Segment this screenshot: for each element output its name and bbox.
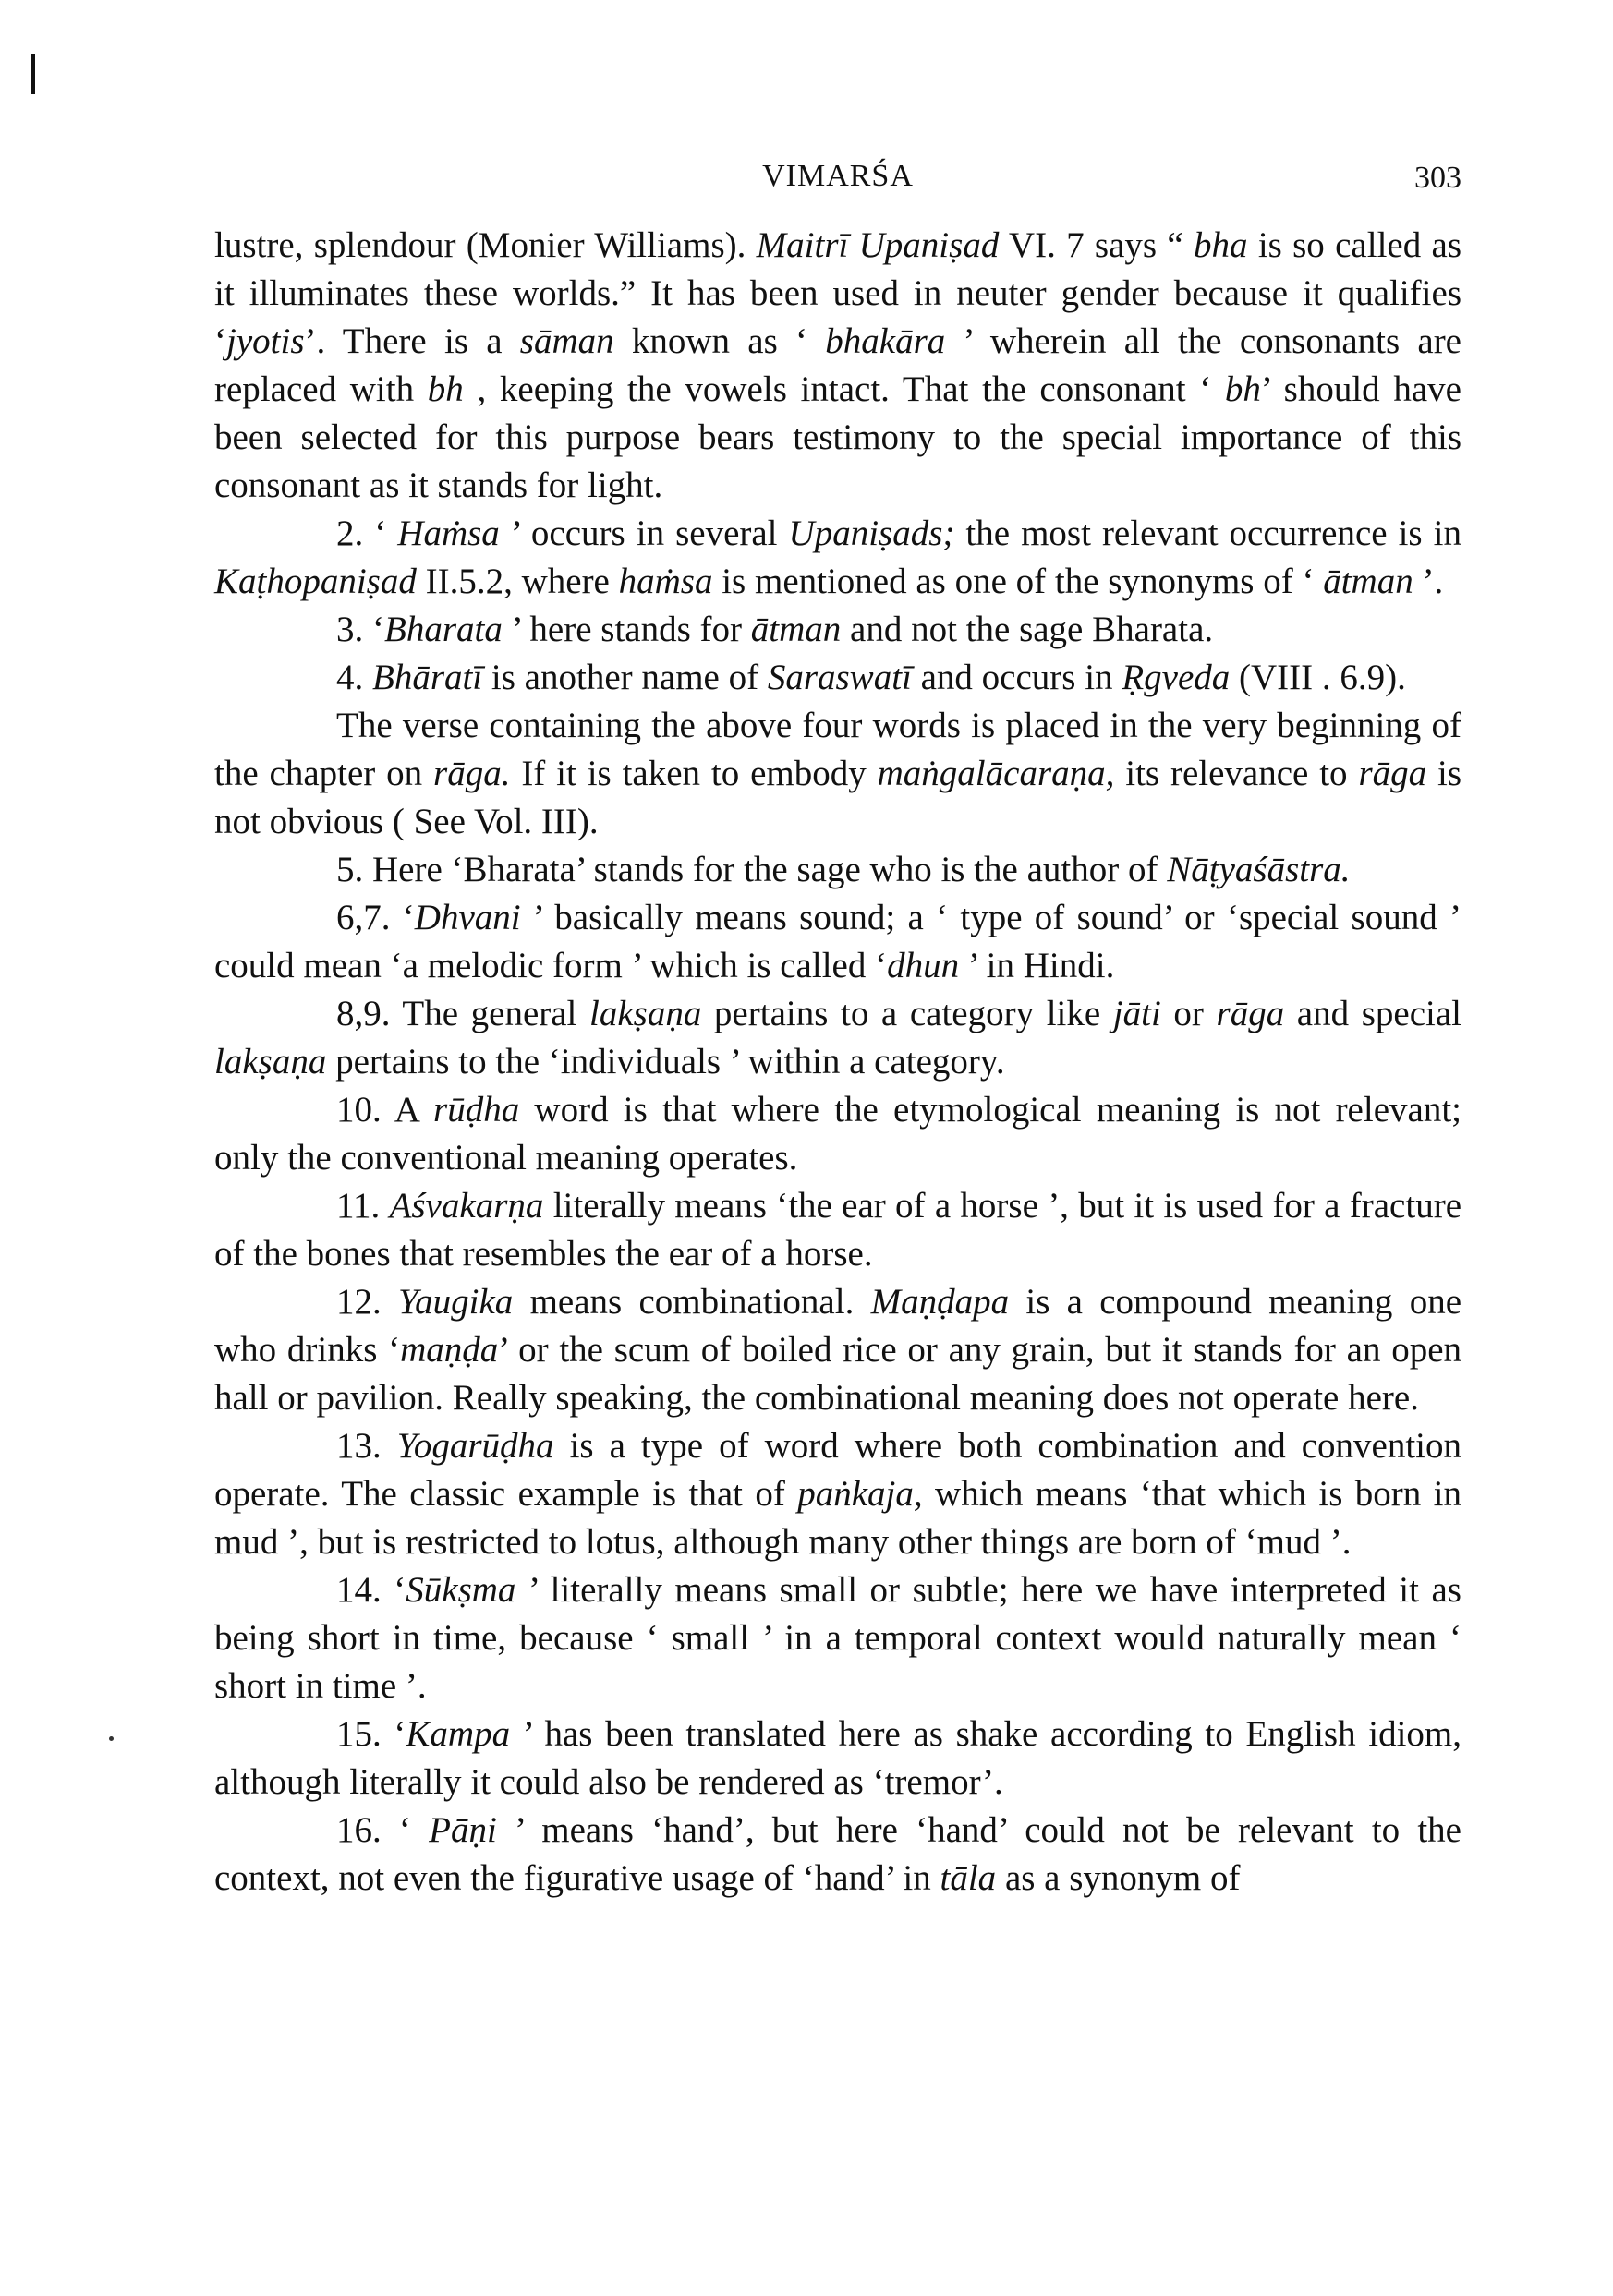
text-run: and not the sage Bharata. bbox=[841, 610, 1214, 649]
italic-term: Aśvakarṇa bbox=[389, 1186, 544, 1226]
italic-term: bhakāra bbox=[825, 321, 946, 361]
note-paragraph-n5 bbox=[214, 846, 1461, 894]
text-run: which means ‘that which is born in mud ’, but is restricted to lotus, although many other things are born of ‘mud ’. bbox=[214, 1474, 1461, 1562]
text-run: 10. A bbox=[336, 1090, 434, 1130]
text-run: ’ basically means sound; a ‘ type of sound’ or ‘special sound ’ could mean ‘a melodic form ’ which is called ‘ bbox=[214, 898, 1461, 985]
text-run: 6,7. ‘ bbox=[336, 898, 415, 937]
italic-term: Kampa bbox=[406, 1714, 511, 1754]
text-run: and occurs in bbox=[911, 658, 1122, 697]
text-run: is another name of bbox=[482, 658, 768, 697]
note-paragraph-n11 bbox=[214, 1182, 1461, 1278]
text-run: lustre, splendour (Monier Williams). bbox=[214, 225, 757, 265]
italic-term: Saraswatī bbox=[767, 658, 912, 697]
text-run: II.5.2, where bbox=[416, 562, 619, 601]
margin-mark bbox=[31, 54, 35, 94]
text-run: ’ occurs in several bbox=[499, 514, 789, 553]
note-text bbox=[214, 222, 1461, 1903]
italic-term: rāga. bbox=[433, 754, 511, 793]
note-paragraph-n10 bbox=[214, 1086, 1461, 1182]
note-paragraph-n3 bbox=[214, 606, 1461, 654]
italic-term: bh bbox=[1224, 369, 1261, 409]
note-paragraph-n2 bbox=[214, 510, 1461, 606]
page-number: 303 bbox=[1414, 161, 1461, 195]
text-run: pertains to the ‘individuals ’ within a category. bbox=[326, 1042, 1005, 1082]
italic-term: ātman bbox=[1323, 562, 1413, 601]
note-paragraph-n13 bbox=[214, 1422, 1461, 1566]
text-run: the most relevant occurrence is in bbox=[954, 514, 1461, 553]
note-paragraph-n14 bbox=[214, 1566, 1461, 1710]
italic-term: Maṇḍapa bbox=[870, 1282, 1010, 1322]
text-run: ’ literally means small or subtle; here we have interpreted it as being short in time, because ‘ small ’ in a temporal context would naturally mean ‘ short in time ’. bbox=[214, 1570, 1461, 1706]
text-run: , keeping the vowels intact. That the consonant ‘ bbox=[463, 369, 1225, 409]
margin-dot bbox=[109, 1736, 114, 1741]
text-run: ’. bbox=[1413, 562, 1444, 601]
text-run: ’ should have been selected for this purpose bears testimony to the special importance of this consonant as it stands for light. bbox=[214, 369, 1461, 505]
text-run: and special bbox=[1284, 994, 1461, 1033]
italic-term: maṅgalācaraṇa, bbox=[877, 754, 1115, 793]
italic-term: jyotis bbox=[226, 321, 305, 361]
italic-term: Haṁsa bbox=[397, 514, 500, 553]
text-run: 4. bbox=[336, 658, 372, 697]
italic-term: rāga bbox=[1216, 994, 1285, 1033]
italic-term: rāga bbox=[1358, 754, 1427, 793]
text-run: VI. 7 says “ bbox=[999, 225, 1195, 265]
text-run: ’ or the scum of boiled rice or any grain, but it stands for an open hall or pavilion. Really speaking, the combinational meaning does not operate here. bbox=[214, 1330, 1461, 1418]
note-paragraph-n67 bbox=[214, 894, 1461, 990]
note-paragraph-n4 bbox=[214, 654, 1461, 702]
text-run: 2. ‘ bbox=[336, 514, 398, 553]
note-paragraph-n15 bbox=[214, 1710, 1461, 1807]
text-run: If it is taken to embody bbox=[510, 754, 878, 793]
text-run: 5. Here ‘Bharata’ stands for the sage who is the author of bbox=[336, 850, 1168, 889]
text-run: ’ here stands for bbox=[502, 610, 751, 649]
text-run: 3. ‘ bbox=[336, 610, 384, 649]
text-run: means combinational. bbox=[513, 1282, 871, 1322]
italic-term: Dhvani bbox=[414, 898, 521, 937]
running-head bbox=[214, 148, 1461, 203]
text-run: is mentioned as one of the synonyms of ‘ bbox=[712, 562, 1324, 601]
italic-term: haṁsa bbox=[618, 562, 713, 601]
text-run: 8,9. The general bbox=[336, 994, 589, 1033]
italic-term: lakṣaṇa bbox=[214, 1042, 327, 1082]
note-paragraph-verse bbox=[214, 702, 1461, 846]
note-paragraph-n16 bbox=[214, 1807, 1461, 1903]
text-run: 14. ‘ bbox=[336, 1570, 406, 1610]
text-run: ’ in Hindi. bbox=[959, 946, 1115, 985]
text-run: or bbox=[1160, 994, 1217, 1033]
text-run: 15. ‘ bbox=[336, 1714, 406, 1754]
text-run: 12. bbox=[336, 1282, 399, 1322]
italic-term: Yogarūḍha bbox=[396, 1426, 554, 1466]
italic-term: ātman bbox=[750, 610, 842, 649]
text-run: is so called as it illuminates these worlds.” It has been used in neuter gender because it qualifies ‘ bbox=[214, 225, 1462, 361]
italic-term: Upaniṣads; bbox=[788, 514, 955, 553]
text-run: literally means ‘the ear of a horse ’, but it is used for a fracture of the bones that resembles the ear of a horse. bbox=[214, 1186, 1462, 1274]
text-run: 11. bbox=[336, 1186, 390, 1226]
text-run: is a type of word where both combination and convention operate. The classic example is that of bbox=[214, 1426, 1461, 1514]
italic-term: Yaugika bbox=[398, 1282, 514, 1322]
note-paragraph-cont bbox=[214, 222, 1461, 510]
italic-term: rūḍha bbox=[433, 1090, 520, 1130]
text-run: 13. bbox=[336, 1426, 397, 1466]
italic-term: paṅkaja, bbox=[797, 1474, 923, 1514]
italic-term: sāman bbox=[519, 321, 614, 361]
italic-term: Pāṇi bbox=[429, 1810, 497, 1850]
italic-term: bh bbox=[427, 369, 464, 409]
italic-term: Sūkṣma bbox=[406, 1570, 516, 1610]
italic-term: bha bbox=[1194, 225, 1248, 265]
italic-term: lakṣaṇa bbox=[589, 994, 702, 1033]
italic-term: Bhāratī bbox=[372, 658, 483, 697]
text-run: word is that where the etymological meaning is not relevant; only the conventional meaning operates. bbox=[214, 1090, 1461, 1178]
text-run: is not obvious ( See Vol. III). bbox=[214, 754, 1462, 841]
italic-term: jāti bbox=[1112, 994, 1161, 1033]
text-run: as a synonym of bbox=[996, 1858, 1241, 1898]
text-run: its relevance to bbox=[1114, 754, 1359, 793]
text-run: (VIII . 6.9). bbox=[1230, 658, 1406, 697]
text-run: is a compound meaning one who drinks ‘ bbox=[214, 1282, 1461, 1370]
running-title: VIMARŚA bbox=[762, 159, 914, 193]
italic-term: maṇḍa bbox=[400, 1330, 499, 1370]
note-paragraph-n12 bbox=[214, 1278, 1461, 1422]
italic-term: tāla bbox=[940, 1858, 997, 1898]
text-run: 16. ‘ bbox=[336, 1810, 430, 1850]
text-run: ’ means ‘hand’, but here ‘hand’ could not be relevant to the context, not even the figurative usage of ‘hand’ in bbox=[214, 1810, 1461, 1898]
italic-term: Maitrī Upaniṣad bbox=[756, 225, 1000, 265]
italic-term: Kaṭhopaniṣad bbox=[214, 562, 417, 601]
italic-term: Nāṭyaśāstra. bbox=[1167, 850, 1351, 889]
italic-term: Bharata bbox=[384, 610, 503, 649]
italic-term: dhun bbox=[887, 946, 960, 985]
text-run: known as ‘ bbox=[613, 321, 826, 361]
text-run: ’. There is a bbox=[304, 321, 520, 361]
text-run: The verse containing the above four words is placed in the very beginning of the chapter on bbox=[214, 706, 1461, 793]
text-run: ’ has been translated here as shake according to English idiom, although literally it could also be rendered as ‘tremor’. bbox=[214, 1714, 1461, 1802]
note-paragraph-n89 bbox=[214, 990, 1461, 1086]
italic-term: Ṛgveda bbox=[1122, 658, 1231, 697]
text-run: ’ wherein all the consonants are replaced with bbox=[214, 321, 1461, 409]
text-run: pertains to a category like bbox=[701, 994, 1113, 1033]
